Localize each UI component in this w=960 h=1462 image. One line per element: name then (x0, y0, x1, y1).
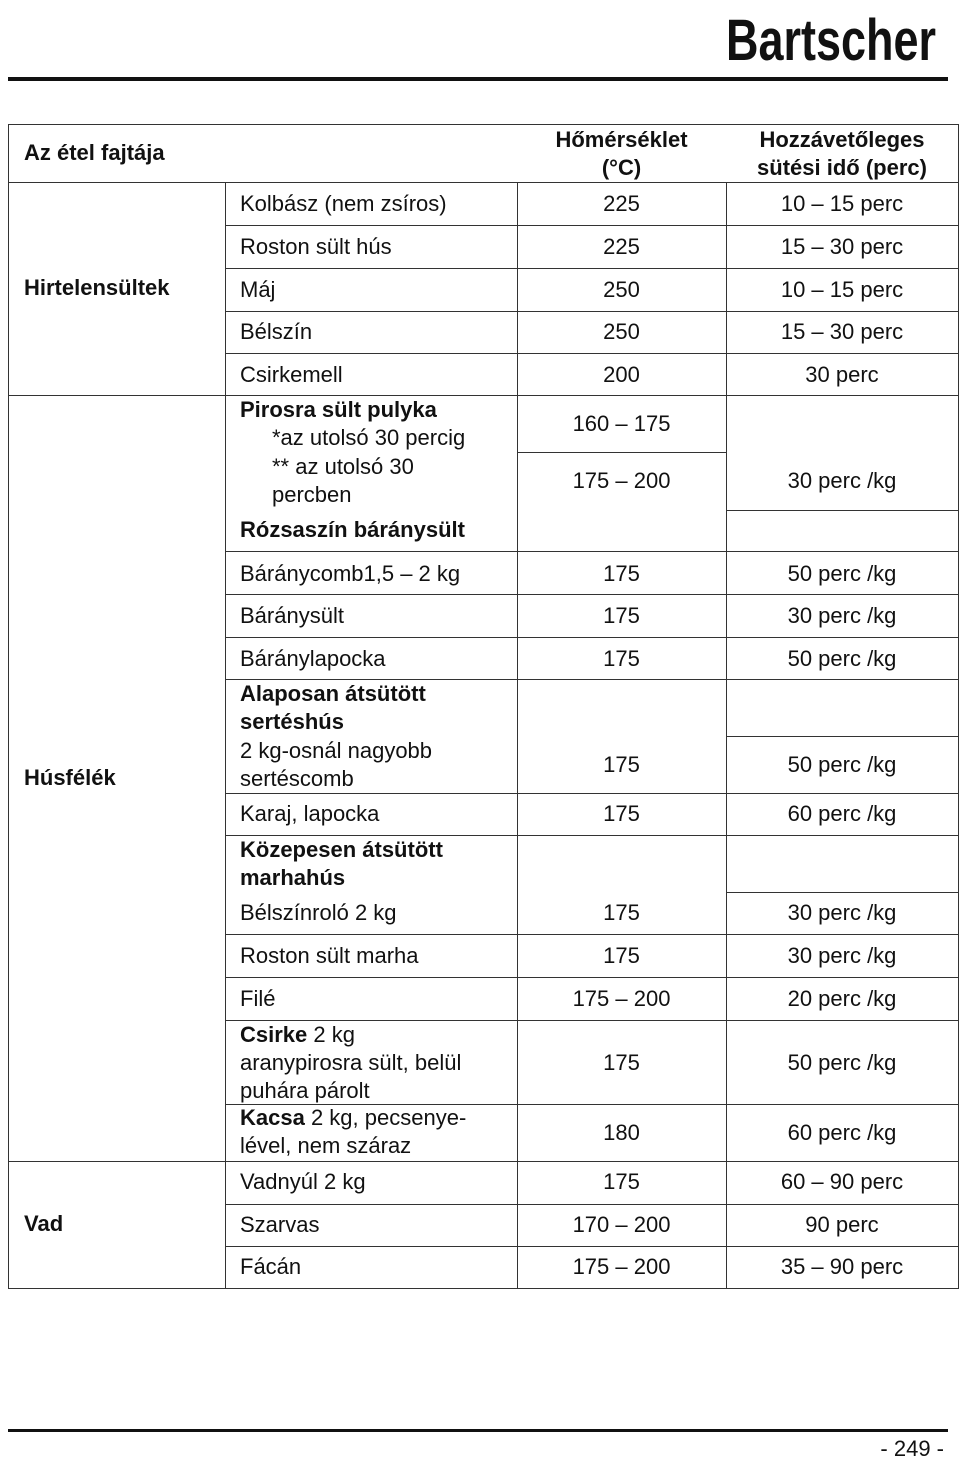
logo-text: Bartscher (726, 8, 936, 70)
footer-rule (8, 1429, 948, 1432)
pork-item-1-name: 2 kg-osnál nagyobb sertéscomb (240, 738, 433, 791)
row-time: 50 perc /kg (787, 561, 897, 586)
turkey-title: Pirosra sült pulyka (240, 397, 437, 422)
row-name: Báránylapocka (240, 646, 386, 671)
row-name: Bélszín (240, 319, 313, 344)
row-temp: 175 (603, 646, 640, 671)
header-rule (8, 77, 948, 81)
row-time: 30 perc (805, 362, 879, 387)
header-food-type: Az étel fajtája (24, 140, 165, 165)
row-temp: 175 – 200 (572, 986, 671, 1011)
turkey-temp-2: 175 – 200 (572, 468, 671, 493)
row-temp: 175 (603, 603, 640, 628)
row-temp: 200 (603, 362, 640, 387)
row-temp: 225 (603, 234, 640, 259)
turkey-note-1: *az utolsó 30 percig (272, 425, 466, 450)
turkey-time: 30 perc /kg (787, 468, 897, 493)
row-time: 15 – 30 perc (780, 319, 904, 344)
duck-time: 60 perc /kg (787, 1120, 897, 1145)
category-game: Vad (24, 1211, 64, 1236)
row-name: Báránysült (240, 603, 344, 628)
chicken-name: Csirke 2 kg aranypirosra sült, belül puhára párolt (240, 1022, 462, 1103)
row-name: Csirkemell (240, 362, 343, 387)
row-name: Bélszínroló 2 kg (240, 900, 397, 925)
header-cooking-time: Hozzávetőleges sütési idő (perc) (757, 127, 927, 180)
row-temp: 250 (603, 277, 640, 302)
row-time: 30 perc /kg (787, 943, 897, 968)
header-temperature: Hőmérséklet (°C) (555, 127, 688, 180)
row-temp: 175 – 200 (572, 1254, 671, 1279)
row-name: Kolbász (nem zsíros) (240, 191, 447, 216)
row-time: 35 – 90 perc (780, 1254, 904, 1279)
pork-item-2-name: Karaj, lapocka (240, 801, 380, 826)
bartscher-logo (726, 8, 938, 70)
row-name: Vadnyúl 2 kg (240, 1169, 366, 1194)
row-time: 15 – 30 perc (780, 234, 904, 259)
row-temp: 175 (603, 900, 640, 925)
pork-item-2-time: 60 perc /kg (787, 801, 897, 826)
pork-item-2-temp: 175 (603, 801, 640, 826)
pork-item-1-time: 50 perc /kg (787, 752, 897, 777)
lamb-roast-title: Rózsaszín báránysült (240, 517, 465, 542)
row-name: Filé (240, 986, 276, 1011)
row-time: 90 perc (805, 1212, 879, 1237)
turkey-note-2a: ** az utolsó 30 (272, 454, 414, 479)
chicken-temp: 175 (603, 1050, 640, 1075)
row-name: Máj (240, 277, 276, 302)
row-time: 30 perc /kg (787, 603, 897, 628)
row-temp: 170 – 200 (572, 1212, 671, 1237)
duck-temp: 180 (603, 1120, 640, 1145)
row-name: Szarvas (240, 1212, 320, 1237)
row-temp: 175 (603, 1169, 640, 1194)
pork-item-1-temp: 175 (603, 752, 640, 777)
row-name: Roston sült marha (240, 943, 419, 968)
row-time: 50 perc /kg (787, 646, 897, 671)
duck-name: Kacsa 2 kg, pecsenye- lével, nem száraz (240, 1105, 467, 1158)
category-quick-fry: Hirtelensültek (24, 275, 170, 300)
turkey-note-2b: percben (272, 482, 352, 507)
page-number: - 249 - (880, 1436, 944, 1461)
chicken-time: 50 perc /kg (787, 1050, 897, 1075)
row-time: 60 – 90 perc (780, 1169, 904, 1194)
category-meat: Húsfélék (24, 765, 116, 790)
row-name: Fácán (240, 1254, 302, 1279)
beef-title: Közepesen átsütött marhahús (240, 837, 443, 890)
pork-title: Alaposan átsütött sertéshús (240, 681, 426, 734)
row-temp: 225 (603, 191, 640, 216)
row-temp: 175 (603, 561, 640, 586)
row-time: 20 perc /kg (787, 986, 897, 1011)
row-name: Báránycomb1,5 – 2 kg (240, 561, 461, 586)
row-name: Roston sült hús (240, 234, 392, 259)
row-time: 10 – 15 perc (780, 191, 904, 216)
row-time: 10 – 15 perc (780, 277, 904, 302)
row-temp: 250 (603, 319, 640, 344)
turkey-temp-1: 160 – 175 (572, 411, 671, 436)
row-time: 30 perc /kg (787, 900, 897, 925)
row-temp: 175 (603, 943, 640, 968)
